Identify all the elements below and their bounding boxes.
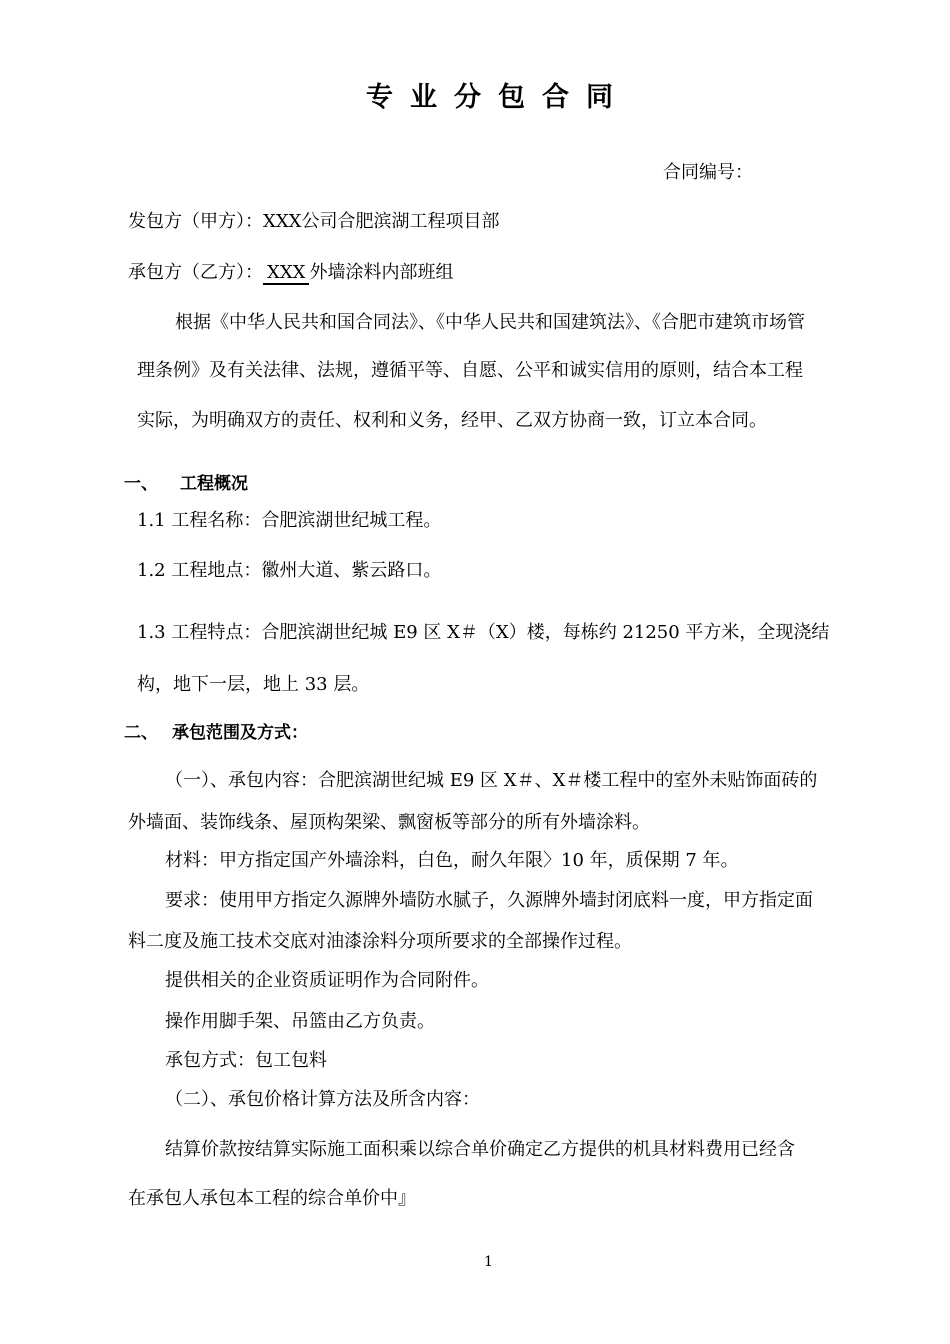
- section-2-line-2: 外墙面、装饰线条、屋顶构架梁、飘窗板等部分的所有外墙涂料。: [128, 812, 650, 833]
- section-1-number: 一、: [124, 474, 158, 494]
- contract-number-label: 合同编号：: [663, 162, 753, 183]
- party-b-suffix: 外墙涂料内部班组: [309, 262, 454, 283]
- party-b-label: 承包方（乙方）：: [128, 262, 263, 283]
- section-2-line-4: 要求：使用甲方指定久源牌外墙防水腻子，久源牌外墙封闭底料一度，甲方指定面: [165, 890, 813, 911]
- section-2-line-5: 料二度及施工技术交底对油漆涂料分项所要求的全部操作过程。: [128, 931, 632, 952]
- party-a-line: 发包方（甲方）：XXX公司合肥滨湖工程项目部: [128, 211, 500, 232]
- preamble-line-3: 实际，为明确双方的责任、权利和义务，经甲、乙双方协商一致，订立本合同。: [137, 410, 767, 431]
- section-2-line-3: 材料：甲方指定国产外墙涂料，白色，耐久年限〉10 年，质保期 7 年。: [165, 850, 739, 871]
- section-1-item-3: 1.3 工程特点：合肥滨湖世纪城 E9 区 X＃（X）楼，每栋约 21250 平方米，全现浇结: [137, 622, 830, 643]
- section-2-line-6: 提供相关的企业资质证明作为合同附件。: [165, 970, 489, 991]
- section-2-heading: 承包范围及方式：: [172, 723, 308, 743]
- section-1-item-1: 1.1 工程名称：合肥滨湖世纪城工程。: [137, 510, 442, 531]
- section-2-line-7: 操作用脚手架、吊篮由乙方负责。: [165, 1011, 435, 1032]
- document-title: 专业分包合同: [366, 82, 630, 113]
- section-2-line-11: 在承包人承包本工程的综合单价中』: [128, 1188, 416, 1209]
- section-1-heading: 工程概况: [180, 474, 248, 494]
- section-2-line-10: 结算价款按结算实际施工面积乘以综合单价确定乙方提供的机具材料费用已经含: [165, 1139, 795, 1160]
- page-number: 1: [484, 1254, 493, 1270]
- section-2-line-9: （二）、承包价格计算方法及所含内容：: [165, 1089, 480, 1110]
- party-b-line: [128, 261, 453, 285]
- section-1-item-3-cont: 构，地下一层，地上 33 层。: [137, 674, 370, 695]
- party-b-name-field: XXX: [263, 263, 309, 285]
- section-2-line-1: （一）、承包内容：合肥滨湖世纪城 E9 区 X＃、X＃楼工程中的室外未贴饰面砖的: [165, 770, 818, 791]
- section-1-item-2: 1.2 工程地点：徽州大道、紫云路口。: [137, 560, 442, 581]
- section-2-line-8: 承包方式：包工包料: [165, 1050, 327, 1071]
- preamble-line-1: 根据《中华人民共和国合同法》、《中华人民共和国建筑法》、《合肥市建筑市场管: [175, 312, 805, 333]
- section-2-number: 二、: [124, 723, 158, 743]
- preamble-line-2: 理条例》及有关法律、法规，遵循平等、自愿、公平和诚实信用的原则，结合本工程: [137, 360, 803, 381]
